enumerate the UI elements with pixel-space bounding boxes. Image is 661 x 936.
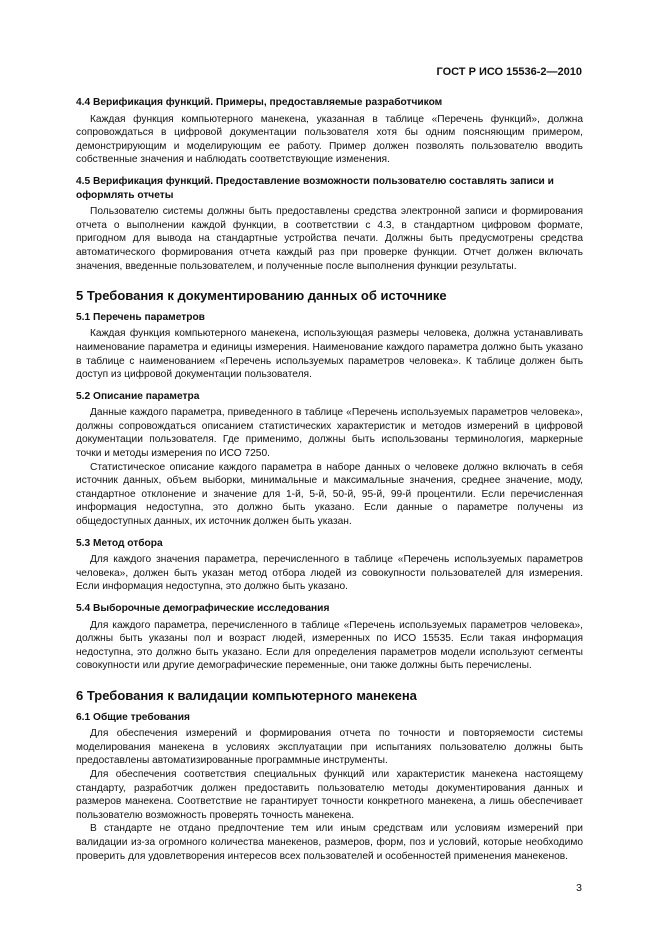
heading-number: 5.3 — [76, 537, 91, 549]
heading-number: 4.5 — [76, 175, 91, 187]
subsection-heading — [76, 602, 583, 616]
heading-number: 5.2 — [76, 390, 91, 402]
paragraph: Статистическое описание каждого параметра в наборе данных о человеке должно включать в себя источник данных, объем выборки, минимальные и максимальные значения, среднее значение, моду, стандартное отклонение и значение для 1-й, 5-й, 50-й, 95-й, 99-й процентили. Если перечисленная информация недоступна, это должно быть указано. Если данные о параметре получены из общедоступных данных, их источник должен быть указан. — [76, 461, 583, 528]
heading-title: Метод отбора — [93, 537, 163, 549]
heading-number: 5 — [76, 288, 84, 304]
paragraph: Для каждого значения параметра, перечисленного в таблице «Перечень используемых параметров человека», должен быть указан метод отбора людей из совокупности пользователей для измерения. Если информация недоступна, это должно быть указано. — [76, 554, 583, 593]
subsection-heading — [76, 311, 583, 325]
heading-number: 6.1 — [76, 711, 91, 723]
heading-number: 4.4 — [76, 97, 91, 108]
standard-header: ГОСТ Р ИСО 15536-2—2010 — [436, 66, 582, 78]
heading-title: Верификация функций. Предоставление возможности пользователю составлять записи и оформлять отчеты — [76, 175, 554, 201]
subsection-heading — [76, 390, 583, 404]
paragraph: Каждая функция компьютерного манекена, указанная в таблице «Перечень функций», должна сопровождаться в цифровой документации пользователя хотя бы одним поясняющим примером, демонстрирующим и моделирующим ее работу. Пример должен позволять пользователю вводить собственные значения и наблюдать соответствующие изменения. — [76, 113, 583, 166]
heading-title: Требования к валидации компьютерного манекена — [86, 687, 417, 703]
heading-title: Описание параметра — [93, 390, 200, 402]
heading-title: Выборочные демографические исследования — [93, 603, 330, 614]
paragraph: В стандарте не отдано предпочтение тем или иным средствам или условиям измерений при валидации из-за огромного количества манекенов, размеров, форм, поз и условий, которые необходимо проверить для удовлетворения интересов всех пользователей и особенностей применения манекенов. — [76, 823, 583, 862]
heading-title: Перечень параметров — [93, 311, 205, 323]
heading-number: 6 — [76, 687, 84, 703]
paragraph: Каждая функция компьютерного манекена, использующая размеры человека, должна устанавливать наименование параметра и единицы измерения. Наименование каждого параметра должно быть указано в таблице с наименованием «Перечень используемых параметров человека». К таблице должен быть доступ из цифровой документации пользователя. — [76, 328, 583, 381]
subsection-heading — [76, 537, 583, 551]
heading-number: 5.4 — [76, 603, 91, 614]
heading-title: Общие требования — [93, 711, 191, 723]
document-body — [76, 96, 583, 863]
heading-number: 5.1 — [76, 311, 91, 323]
paragraph: Для обеспечения измерений и формирования отчета по точности и повторяемости системы моделирования манекена в условиях эксплуатации при испытаниях пользователю должны быть предоставлены автоматизированные программные инструменты. — [76, 728, 583, 767]
heading-title: Требования к документированию данных об источнике — [86, 288, 447, 304]
heading-title: Верификация функций. Примеры, предоставляемые разработчиком — [93, 97, 443, 108]
paragraph: Для каждого параметра, перечисленного в таблице «Перечень используемых параметров человека», должны быть указаны пол и возраст людей, измеренных по ИСО 15535. Если такая информация недоступна, это должно быть указано. Если для определения параметров модели используют сегменты совокупности или другие демографические переменные, они также должны быть перечислены. — [76, 619, 583, 672]
page-number: 3 — [576, 882, 582, 894]
paragraph: Данные каждого параметра, приведенного в таблице «Перечень используемых параметров человека», должны сопровождаться описанием статистических характеристик и методов измерений в цифровой документации пользователя. Где применимо, должны быть использованы терминология, маркерные точки и методы измерения по ИСО 7250. — [76, 407, 583, 460]
section-heading — [76, 689, 583, 703]
subsection-heading — [76, 96, 583, 110]
paragraph: Для обеспечения соответствия специальных функций или характеристик манекена настоящему стандарту, разработчик должен предоставить пользователю методы документирования данных и размеров манекена. Соответствие не гарантирует точности конкретного манекена, а лишь обеспечивает пользователю возможность проверять точность манекена. — [76, 768, 583, 821]
section-heading — [76, 289, 583, 303]
paragraph: Пользователю системы должны быть предоставлены средства электронной записи и формирования отчета о выполнении каждой функции, в соответствии с 4.3, в стандартном цифровом формате, пригодном для вывода на стандартные устройства печати. Должны быть предусмотрены средства автоматического формирования отчета каждый раз при проверке функции. Отчет должен включать значения, введенные пользователем, и полученные после выполнения функции результаты. — [76, 206, 583, 272]
subsection-heading — [76, 175, 583, 202]
subsection-heading — [76, 711, 583, 725]
